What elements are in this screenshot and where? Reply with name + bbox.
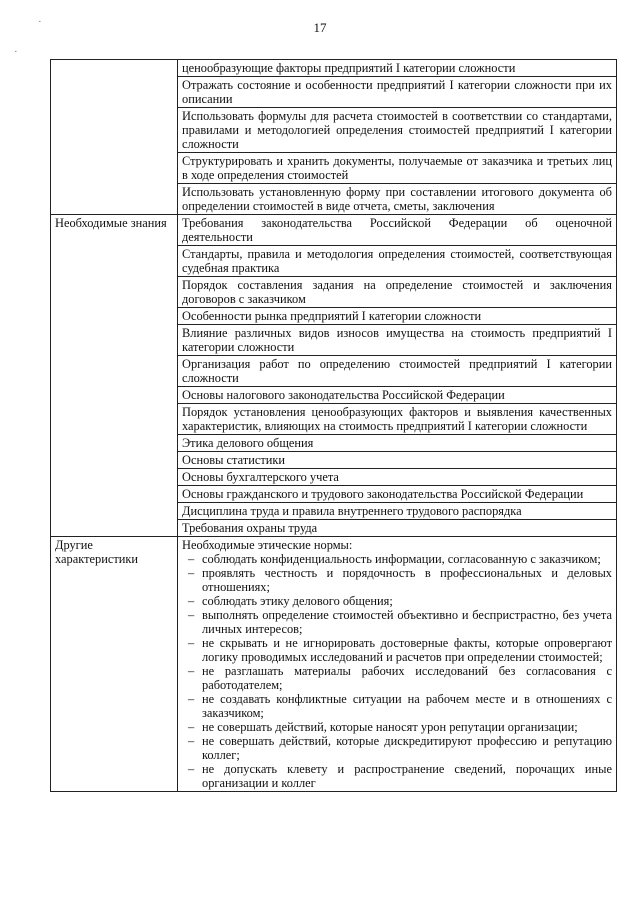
row-label-empty	[51, 60, 178, 215]
list-item-text: не создавать конфликтные ситуации на рабочем месте и в отношениях с заказчиком;	[202, 692, 612, 720]
dash-bullet: –	[188, 664, 195, 678]
list-item	[182, 552, 612, 566]
list-item	[182, 594, 612, 608]
table-cell: Требования охраны труда	[178, 520, 617, 537]
list-item	[182, 720, 612, 734]
list-item	[182, 734, 612, 762]
dash-bullet: –	[188, 636, 195, 650]
page-number: 17	[313, 20, 327, 35]
dash-bullet: –	[188, 608, 195, 622]
table-cell: Требования законодательства Российской Федерации об оценочной деятельности	[178, 215, 617, 246]
dash-bullet: –	[188, 552, 195, 566]
dash-bullet: –	[188, 594, 195, 608]
ethics-list	[182, 552, 612, 790]
list-item-text: соблюдать этику делового общения;	[202, 594, 393, 608]
table-cell: Порядок установления ценообразующих факторов и выявления качественных характеристик, влияющих на стоимость предприятий I категории сложности	[178, 404, 617, 435]
list-item-text: не разглашать материалы рабочих исследований без согласования с работодателем;	[202, 664, 612, 692]
table-cell: Основы бухгалтерского учета	[178, 469, 617, 486]
scan-speck: ·	[38, 16, 42, 28]
list-item	[182, 692, 612, 720]
list-item	[182, 566, 612, 594]
dash-bullet: –	[188, 734, 195, 748]
list-item-text: не совершать действий, которые наносят урон репутации организации;	[202, 720, 578, 734]
list-item-text: не скрывать и не игнорировать достоверные факты, которые опровергают логику проводимых исследований и расчетов при определении стоимостей;	[202, 636, 612, 664]
table-cell: Стандарты, правила и методология определения стоимостей, соответствующая судебная практика	[178, 246, 617, 277]
table-cell: Использовать формулы для расчета стоимостей в соответствии со стандартами, правилами и методологией определения стоимостей предприятий I категории сложности	[178, 108, 617, 153]
table-cell: Организация работ по определению стоимостей предприятий I категории сложности	[178, 356, 617, 387]
list-item	[182, 608, 612, 636]
table-cell: Основы статистики	[178, 452, 617, 469]
competency-table	[50, 59, 617, 792]
table-cell: Основы гражданского и трудового законодательства Российской Федерации	[178, 486, 617, 503]
table-cell: Отражать состояние и особенности предприятий I категории сложности при их описании	[178, 77, 617, 108]
dash-bullet: –	[188, 762, 195, 776]
dash-bullet: –	[188, 720, 195, 734]
table-cell: ценообразующие факторы предприятий I категории сложности	[178, 60, 617, 77]
table-row	[51, 537, 617, 792]
scan-speck: ·	[14, 46, 18, 58]
ethics-heading: Необходимые этические нормы:	[182, 538, 353, 552]
ethics-cell	[178, 537, 617, 792]
list-item	[182, 762, 612, 790]
table-cell: Структурировать и хранить документы, получаемые от заказчика и третьих лиц в ходе определения стоимостей	[178, 153, 617, 184]
table-cell: Порядок составления задания на определение стоимостей и заключения договоров с заказчиком	[178, 277, 617, 308]
table-row	[51, 215, 617, 246]
table-cell: Особенности рынка предприятий I категории сложности	[178, 308, 617, 325]
dash-bullet: –	[188, 692, 195, 706]
list-item-text: проявлять честность и порядочность в профессиональных и деловых отношениях;	[202, 566, 612, 594]
table-cell: Использовать установленную форму при составлении итогового документа об определении стоимостей в виде отчета, сметы, заключения	[178, 184, 617, 215]
table-cell: Этика делового общения	[178, 435, 617, 452]
list-item	[182, 664, 612, 692]
knowledge-label: Необходимые знания	[51, 215, 178, 537]
table-cell: Основы налогового законодательства Российской Федерации	[178, 387, 617, 404]
table-cell: Влияние различных видов износов имущества на стоимость предприятий I категории сложности	[178, 325, 617, 356]
list-item-text: не допускать клевету и распространение сведений, порочащих иные организации и коллег	[202, 762, 612, 790]
list-item-text: выполнять определение стоимостей объективно и беспристрастно, без учета личных интересов;	[202, 608, 612, 636]
other-characteristics-label: Другие характеристики	[51, 537, 178, 792]
table-row	[51, 60, 617, 77]
list-item-text: соблюдать конфиденциальность информации, согласованную с заказчиком;	[202, 552, 601, 566]
list-item	[182, 636, 612, 664]
list-item-text: не совершать действий, которые дискредитируют профессию и репутацию коллег;	[202, 734, 612, 762]
table-cell: Дисциплина труда и правила внутреннего трудового распорядка	[178, 503, 617, 520]
dash-bullet: –	[188, 566, 195, 580]
